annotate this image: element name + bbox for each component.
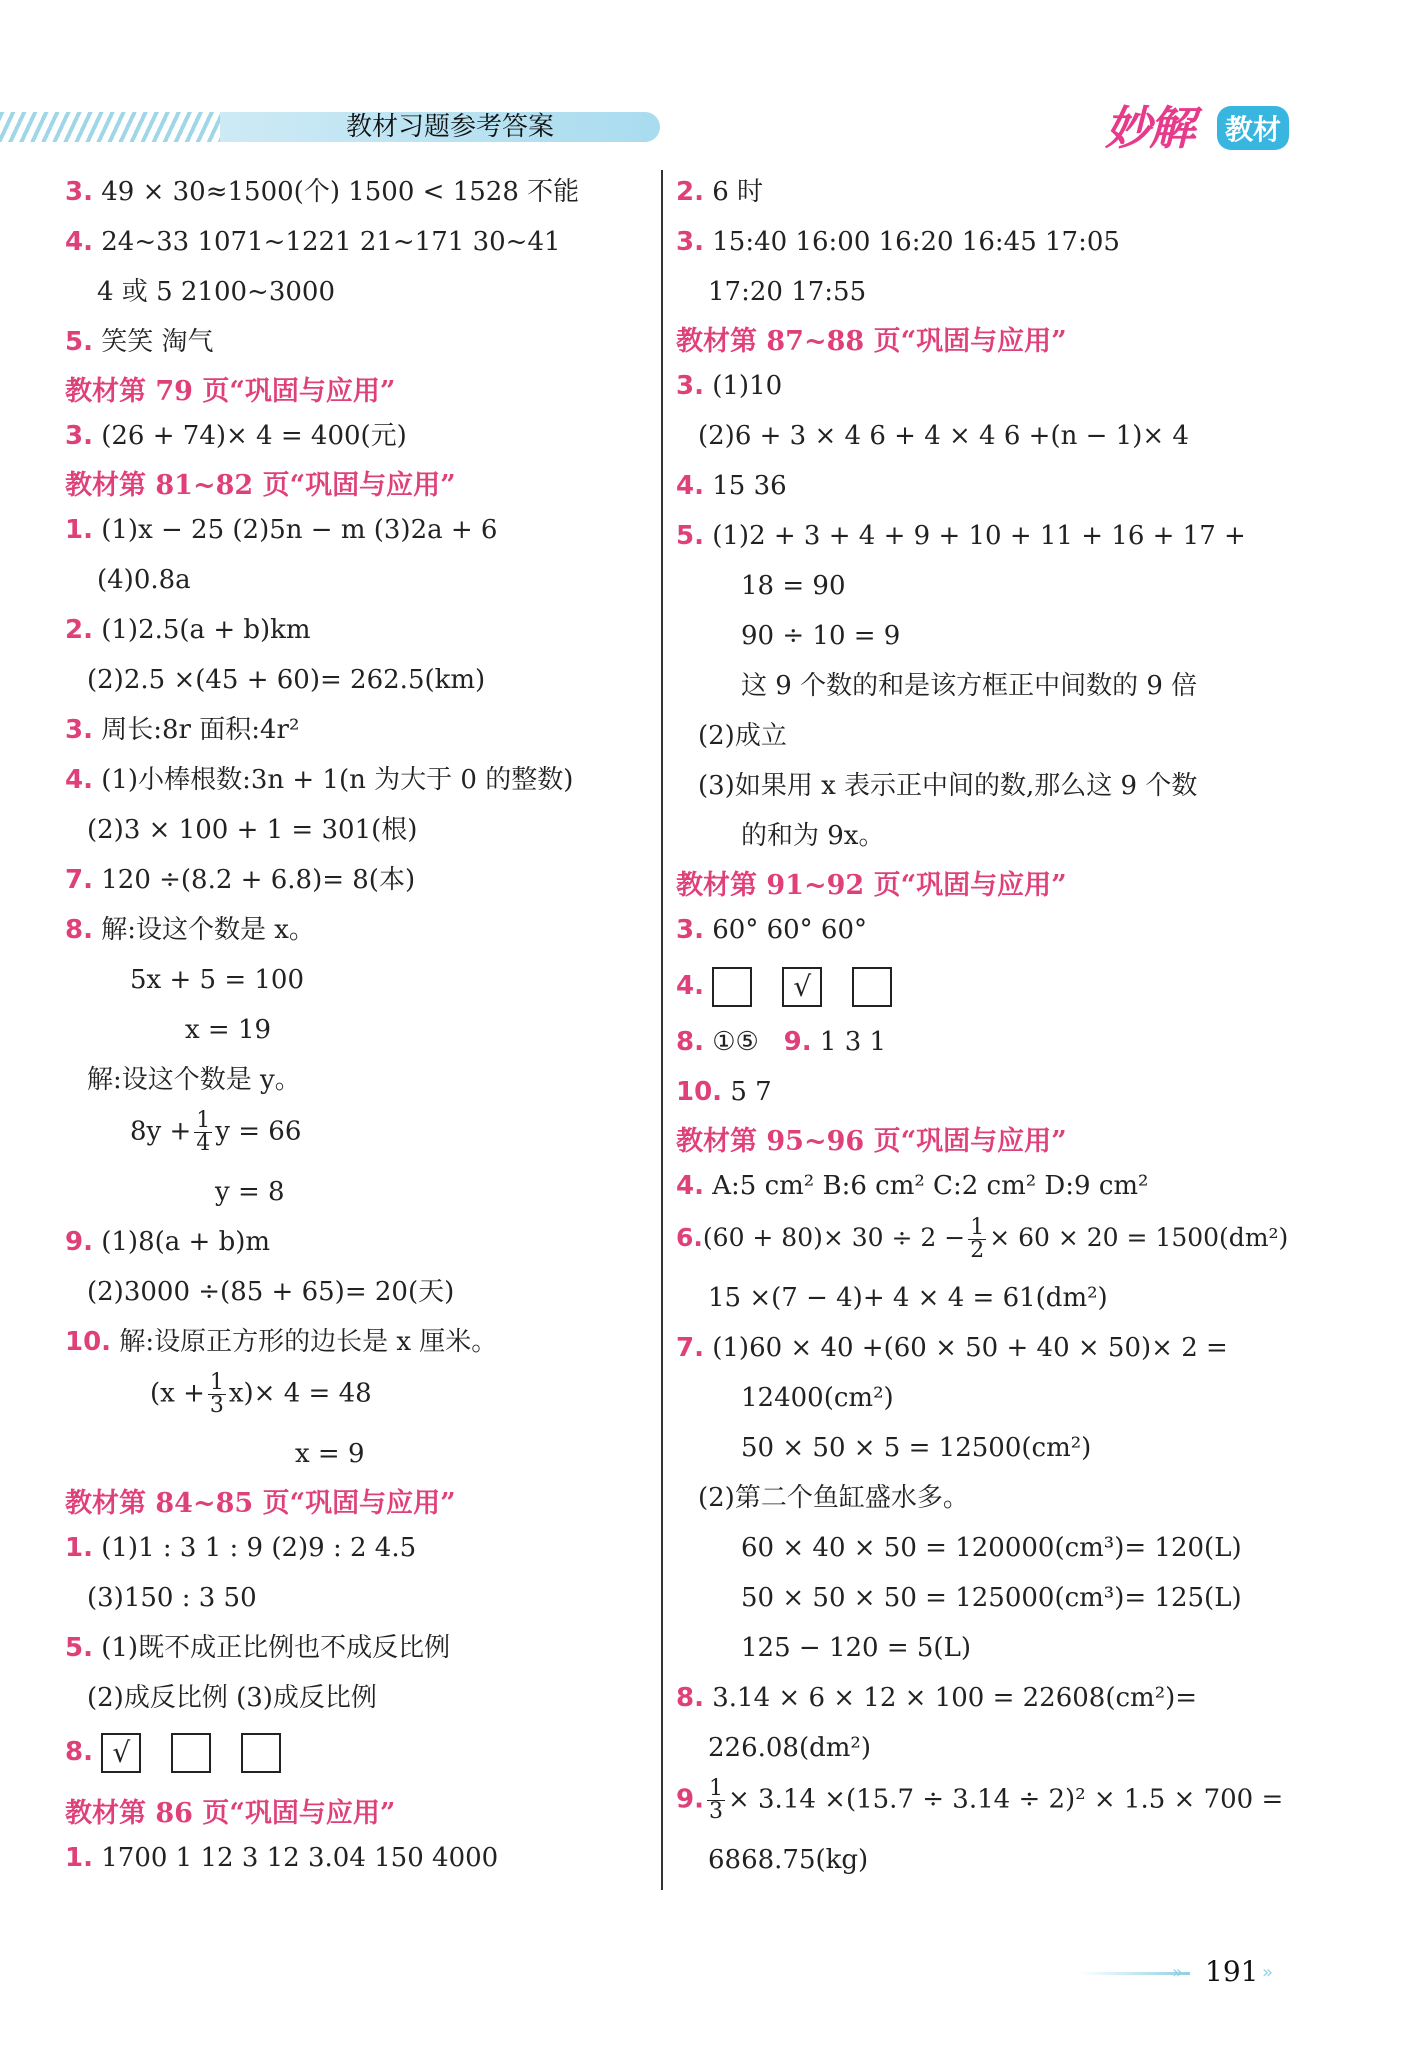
item-number: 2. [676,177,704,207]
answer-text: 5x + 5 = 100 [130,965,305,995]
chevron-right-icon: » [1172,1962,1184,1983]
answer-line [87,1063,301,1097]
section-heading: 教材第 79 页“巩固与应用” [65,376,396,407]
answer-line [741,1381,894,1415]
equation-line [676,1217,1288,1262]
answer-text: 1700 1 12 3 12 3.04 150 4000 [101,1843,499,1873]
answer-line [185,1013,271,1047]
item-number: 5. [65,1633,93,1663]
item-number: 8. [676,1027,704,1057]
equation-line [150,1372,372,1417]
item-number: 5. [65,327,93,357]
item-number: 10. [65,1327,112,1357]
answer-checkbox: √ [782,967,822,1007]
answer-text: (4)0.8a [97,565,191,595]
answer-checkbox [852,967,892,1007]
answer-line [741,569,845,603]
answer-line [215,1175,285,1209]
answer-line [65,1841,498,1875]
page-number: 191 [1205,1955,1259,1988]
numerator: 1 [209,1370,224,1395]
answer-line [65,1631,450,1665]
answer-text: 笑笑 淘气 [101,327,214,357]
fraction [208,1372,226,1417]
answer-line [676,369,782,403]
answer-line [698,769,1197,803]
answer-text: (3)如果用 x 表示正中间的数,那么这 9 个数 [698,771,1198,801]
item-number: 4. [65,765,93,795]
answer-line [130,963,304,997]
answer-text: 3.14 × 6 × 12 × 100 = 22608(cm²)= [712,1683,1198,1713]
item-number: 7. [676,1333,704,1363]
item-number: 3. [676,915,704,945]
brand-logo [1105,92,1305,155]
answer-text: (1)2 + 3 + 4 + 9 + 10 + 11 + 16 + 17 + [712,521,1246,551]
answer-text: 50 × 50 × 5 = 12500(cm²) [741,1433,1092,1463]
numerator: 1 [196,1108,211,1133]
answer-line [676,1025,886,1059]
answer-text: 50 × 50 × 50 = 125000(cm³)= 125(L) [741,1583,1242,1613]
answer-line [676,225,1120,259]
answer-line [676,1331,1228,1365]
answer-text: (2)6 + 3 × 4 6 + 4 × 4 6 +(n − 1)× 4 [698,421,1189,451]
answer-line [741,1631,971,1665]
equation-part: 8y + [130,1116,192,1147]
answer-line [676,913,867,947]
item-number: 1. [65,515,93,545]
answer-line [698,419,1189,453]
fraction [194,1110,212,1155]
equation-part: × 60 × 20 = 1500(dm²) [989,1223,1289,1252]
answer-line [65,419,407,453]
answer-text: 17:20 17:55 [708,277,867,307]
answer-text: x = 19 [185,1015,272,1045]
answer-text: 120 ÷(8.2 + 6.8)= 8(本) [101,865,416,895]
item-number: 4. [676,471,704,501]
item-number: 4. [676,1171,704,1201]
equation-part: (x + [150,1378,205,1409]
answer-text: 4 或 5 2100~3000 [97,277,335,307]
answer-line [676,175,763,209]
answer-line [741,819,884,853]
item-number: 10. [676,1077,723,1107]
denominator: 2 [970,1238,985,1263]
chevron-right-icon: » [1262,1962,1274,1983]
equation-part: y = 66 [215,1116,302,1147]
answer-text: (1)60 × 40 +(60 × 50 + 40 × 50)× 2 = [712,1333,1228,1363]
fraction [968,1217,986,1262]
item-number: 4. [676,971,704,1001]
answer-line [708,1731,871,1765]
answer-text: 解:设这个数是 x。 [101,915,315,945]
answer-line [741,619,900,653]
item-number: 5. [676,521,704,551]
answer-line [741,1431,1091,1465]
answer-line [676,1075,772,1109]
answer-line [65,613,311,647]
answer-text: y = 8 [215,1177,285,1207]
page-header-title: 教材习题参考答案 [345,112,554,142]
section-heading: 教材第 87~88 页“巩固与应用” [676,326,1067,357]
answer-line [65,1531,416,1565]
answer-text: (1)2.5(a + b)km [101,615,311,645]
item-number: 7. [65,865,93,895]
answer-line [87,813,417,847]
column-divider [661,170,663,1890]
answer-line [97,563,191,597]
item-number: 8. [65,915,93,945]
answer-text: 12400(cm²) [741,1383,894,1413]
section-heading: 教材第 84~85 页“巩固与应用” [65,1488,456,1519]
item-number: 6. [676,1223,703,1252]
answer-line [87,1581,257,1615]
answer-line [65,1225,270,1259]
answer-line [65,225,561,259]
answer-line [87,1681,377,1715]
answer-line [676,469,787,503]
answer-text: (2)2.5 ×(45 + 60)= 262.5(km) [87,665,486,695]
item-number: 2. [65,615,93,645]
numerator: 1 [970,1215,985,1240]
item-number: 9. [676,1784,704,1815]
answer-line [97,275,335,309]
answer-checkbox [241,1733,281,1773]
equation-part: x)× 4 = 48 [228,1378,372,1409]
answer-line [65,325,214,359]
answer-text: (1)8(a + b)m [101,1227,271,1257]
logo-tag: 教材 [1217,106,1289,150]
answer-line [676,1681,1197,1715]
answer-line [708,1281,1108,1315]
answer-line [676,519,1246,553]
denominator: 3 [708,1799,723,1824]
answer-line [65,175,579,209]
answer-line [87,1275,454,1309]
answer-text: (1)10 [712,371,783,401]
answer-line [65,1733,311,1773]
answer-text: 解:设原正方形的边长是 x 厘米。 [119,1327,498,1357]
answer-text: (1)1 : 3 1 : 9 (2)9 : 2 4.5 [101,1533,417,1563]
answer-line [741,669,1197,703]
answer-text: 6868.75(kg) [708,1845,869,1875]
equation-line [676,1778,1283,1823]
numerator: 1 [708,1776,723,1801]
answer-text: (1)小棒根数:3n + 1(n 为大于 0 的整数) [101,765,574,795]
item-number: 3. [65,715,93,745]
answer-text: (2)成立 [698,721,787,751]
item-number: 1. [65,1533,93,1563]
item-number: 8. [65,1737,93,1767]
answer-text: (1)x − 25 (2)5n − m (3)2a + 6 [101,515,498,545]
item-number: 4. [65,227,93,257]
answer-line [741,1581,1242,1615]
answer-text: (2)3 × 100 + 1 = 301(根) [87,815,418,845]
answer-line [708,275,866,309]
answer-text: 15 36 [712,471,787,501]
section-heading: 教材第 86 页“巩固与应用” [65,1798,396,1829]
answer-text: 15:40 16:00 16:20 16:45 17:05 [712,227,1120,257]
answer-line [65,913,315,947]
answer-text: 60 × 40 × 50 = 120000(cm³)= 120(L) [741,1533,1242,1563]
item-number: 1. [65,1843,93,1873]
answer-text: A:5 cm² B:6 cm² C:2 cm² D:9 cm² [712,1171,1149,1201]
answer-text: 解:设这个数是 y。 [87,1065,301,1095]
answer-text: 1 3 1 [819,1027,887,1057]
answer-text: 这 9 个数的和是该方框正中间数的 9 倍 [741,671,1198,701]
answer-text: 15 ×(7 − 4)+ 4 × 4 = 61(dm²) [708,1283,1108,1313]
item-number: 3. [65,421,93,451]
answer-line [65,863,415,897]
answer-text: 24~33 1071~1221 21~171 30~41 [101,227,561,257]
denominator: 3 [209,1393,224,1418]
answer-text: ①⑤ [712,1027,759,1057]
answer-text: (2)3000 ÷(85 + 65)= 20(天) [87,1277,455,1307]
answer-line [65,763,573,797]
answer-text: (1)既不成正比例也不成反比例 [101,1633,451,1663]
answer-text: 49 × 30≈1500(个) 1500 < 1528 不能 [101,177,580,207]
answer-checkbox: √ [101,1733,141,1773]
equation-line [130,1110,301,1155]
answer-line [698,1481,969,1515]
answer-text: 5 7 [730,1077,772,1107]
answer-line [676,1169,1148,1203]
answer-line [708,1843,868,1877]
answer-line [741,1531,1242,1565]
answer-text: (26 + 74)× 4 = 400(元) [101,421,407,451]
answer-text: 226.08(dm²) [708,1733,871,1763]
equation-part: (60 + 80)× 30 ÷ 2 − [702,1223,966,1252]
denominator: 4 [196,1131,211,1156]
answer-line [65,713,299,747]
answer-text: (2)成反比例 (3)成反比例 [87,1683,377,1713]
answer-line [676,967,922,1007]
item-number: 8. [676,1683,704,1713]
answer-text: 周长:8r 面积:4r² [101,715,300,745]
section-heading: 教材第 91~92 页“巩固与应用” [676,870,1067,901]
answer-text: 的和为 9x。 [741,821,885,851]
answer-text: 60° 60° 60° [712,915,868,945]
item-number: 3. [676,371,704,401]
answer-text: (2)第二个鱼缸盛水多。 [698,1483,969,1513]
item-number: 3. [65,177,93,207]
answer-line [65,1325,497,1359]
answer-line [65,513,497,547]
fraction [707,1778,725,1823]
answer-text: (3)150 : 3 50 [87,1583,257,1613]
answer-checkbox [712,967,752,1007]
answer-line [295,1437,365,1471]
answer-text: 90 ÷ 10 = 9 [741,621,901,651]
answer-checkbox [171,1733,211,1773]
answer-text: 125 − 120 = 5(L) [741,1633,971,1663]
item-number: 9. [65,1227,93,1257]
logo-main-text: 妙解 [1105,101,1193,155]
equation-part: × 3.14 ×(15.7 ÷ 3.14 ÷ 2)² × 1.5 × 700 = [727,1784,1284,1815]
item-number: 3. [676,227,704,257]
section-heading: 教材第 81~82 页“巩固与应用” [65,470,456,501]
answer-line [698,719,787,753]
answer-text: 6 时 [712,177,764,207]
answer-text: 18 = 90 [741,571,846,601]
section-heading: 教材第 95~96 页“巩固与应用” [676,1126,1067,1157]
answer-text: x = 9 [295,1439,365,1469]
answer-line [87,663,485,697]
item-number: 9. [783,1027,812,1057]
